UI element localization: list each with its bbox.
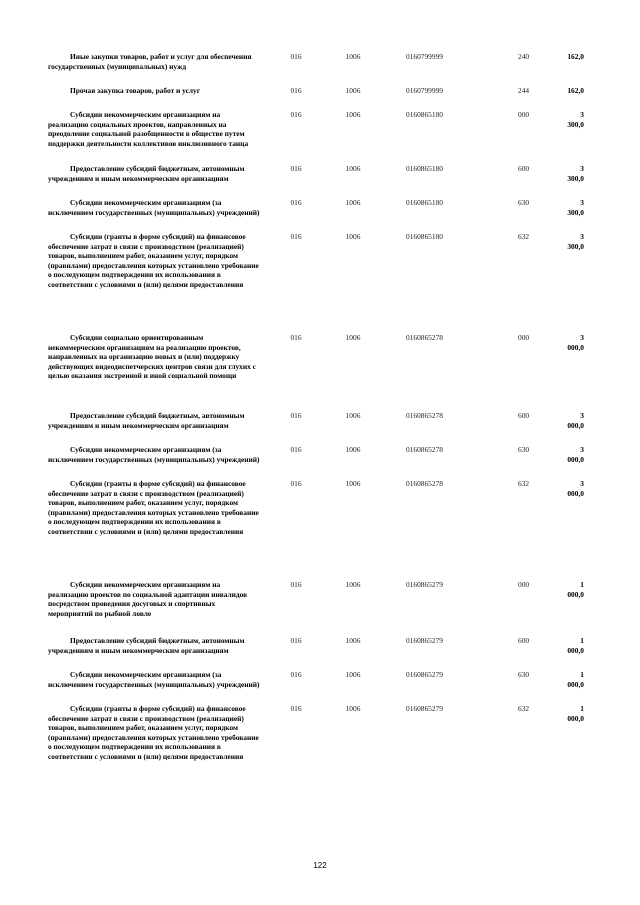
table-row — [48, 670, 584, 704]
row-name: Предоставление субсидий бюджетным, автономным учреждениям и иным некоммерческим организациям — [48, 636, 245, 655]
row-section-code: 1006 — [345, 445, 361, 454]
row-section-code: 1006 — [345, 52, 361, 61]
row-ministry-code: 016 — [290, 636, 302, 645]
row-section-code: 1006 — [345, 670, 361, 679]
row-name: Субсидии (гранты в форме субсидий) на финансовое обеспечение затрат в связи с производством (реализацией) товаров, выполнением работ, оказанием услуг, порядком (правилами) предоставления которых установлено требование о последующем подтверждении их использования в соответствии с условиями и (или) целями предоставления — [48, 479, 259, 536]
row-section-code: 1006 — [345, 110, 361, 119]
table-row — [48, 479, 584, 580]
row-name: Субсидии (гранты в форме субсидий) на финансовое обеспечение затрат в связи с производством (реализацией) товаров, выполнением работ, оказанием услуг, порядком (правилами) предоставления которых установлено требование о последующем подтверждении их использования в соответствии с условиями и (или) целями предоставления — [48, 232, 259, 289]
row-target-code: 0160865278 — [406, 411, 443, 420]
row-name: Субсидии некоммерческим организациям на реализацию социальных проектов, направленных на преодоление социальной разобщенности в обществе путем поддержки деятельности коллективов инклюзивного танца — [48, 110, 249, 148]
row-section-code: 1006 — [345, 198, 361, 207]
row-section-code: 1006 — [345, 333, 361, 342]
row-amount: 3 300,0 — [567, 110, 584, 129]
table-row — [48, 86, 584, 110]
row-ministry-code: 016 — [290, 445, 302, 454]
row-amount: 3 000,0 — [567, 411, 584, 430]
row-name: Субсидии некоммерческим организациям на реализацию проектов по социальной адаптации инвалидов посредством проведения досуговых и спортивных мероприятий по рыбной ловле — [48, 580, 248, 618]
row-ministry-code: 016 — [290, 86, 302, 95]
row-amount: 3 000,0 — [567, 479, 584, 498]
row-amount: 3 000,0 — [567, 333, 584, 352]
row-name: Предоставление субсидий бюджетным, автономным учреждениям и иным некоммерческим организациям — [48, 411, 245, 430]
row-section-code: 1006 — [345, 411, 361, 420]
row-section-code: 1006 — [345, 580, 361, 589]
row-expense-kind: 000 — [518, 580, 530, 589]
row-name: Субсидии (гранты в форме субсидий) на финансовое обеспечение затрат в связи с производством (реализацией) товаров, выполнением работ, оказанием услуг, порядком (правилами) предоставления которых установлено требование о последующем подтверждении их использования в соответствии с условиями и (или) целями предоставления — [48, 704, 259, 761]
row-target-code: 0160865279 — [406, 670, 443, 679]
row-ministry-code: 016 — [290, 411, 302, 420]
row-target-code: 0160865279 — [406, 704, 443, 713]
row-name: Прочая закупка товаров, работ и услуг — [70, 86, 201, 95]
table-row — [48, 198, 584, 232]
row-expense-kind: 000 — [518, 333, 530, 342]
row-ministry-code: 016 — [290, 704, 302, 713]
row-expense-kind: 630 — [518, 445, 530, 454]
table-row — [48, 580, 584, 636]
row-expense-kind: 600 — [518, 411, 530, 420]
row-name: Субсидии социально ориентированным некоммерческим организациям на реализацию проектов, направленных на организацию новых и (или) поддержку действующих видеодиспетчерских центров связи для глухих с целью оказания экстренной и иной социальной помощи — [48, 333, 256, 381]
row-target-code: 0160865180 — [406, 198, 443, 207]
row-target-code: 0160865180 — [406, 110, 443, 119]
row-name: Предоставление субсидий бюджетным, автономным учреждениям и иным некоммерческим организациям — [48, 164, 245, 183]
row-target-code: 0160865180 — [406, 232, 443, 241]
row-name: Субсидии некоммерческим организациям (за исключением государственных (муниципальных) учреждений) — [48, 670, 260, 689]
row-expense-kind: 600 — [518, 164, 530, 173]
table-row — [48, 333, 584, 411]
row-section-code: 1006 — [345, 86, 361, 95]
row-expense-kind: 632 — [518, 232, 530, 241]
row-expense-kind: 240 — [518, 52, 530, 61]
row-amount: 1 000,0 — [567, 636, 584, 655]
row-section-code: 1006 — [345, 479, 361, 488]
row-expense-kind: 630 — [518, 198, 530, 207]
row-amount: 1 000,0 — [567, 670, 584, 689]
table-row — [48, 636, 584, 670]
row-amount: 3 300,0 — [567, 232, 584, 251]
row-section-code: 1006 — [345, 232, 361, 241]
row-ministry-code: 016 — [290, 110, 302, 119]
table-row — [48, 232, 584, 333]
row-expense-kind: 630 — [518, 670, 530, 679]
page-number: 122 — [313, 861, 327, 870]
row-target-code: 0160865180 — [406, 164, 443, 173]
row-amount: 162,0 — [567, 52, 584, 61]
row-ministry-code: 016 — [290, 333, 302, 342]
row-expense-kind: 244 — [518, 86, 530, 95]
table-row — [48, 445, 584, 479]
row-expense-kind: 600 — [518, 636, 530, 645]
row-section-code: 1006 — [345, 704, 361, 713]
row-target-code: 0160865278 — [406, 445, 443, 454]
row-ministry-code: 016 — [290, 479, 302, 488]
row-expense-kind: 632 — [518, 704, 530, 713]
row-name: Субсидии некоммерческим организациям (за исключением государственных (муниципальных) учреждений) — [48, 445, 260, 464]
row-ministry-code: 016 — [290, 580, 302, 589]
row-ministry-code: 016 — [290, 52, 302, 61]
row-ministry-code: 016 — [290, 670, 302, 679]
row-amount: 1 000,0 — [567, 580, 584, 599]
row-amount: 162,0 — [567, 86, 584, 95]
row-target-code: 0160865279 — [406, 580, 443, 589]
row-amount: 3 300,0 — [567, 164, 584, 183]
row-section-code: 1006 — [345, 164, 361, 173]
row-ministry-code: 016 — [290, 198, 302, 207]
row-name: Иные закупки товаров, работ и услуг для обеспечения государственных (муниципальных) нужд — [48, 52, 252, 71]
row-name: Субсидии некоммерческим организациям (за исключением государственных (муниципальных) учреждений) — [48, 198, 260, 217]
row-expense-kind: 632 — [518, 479, 530, 488]
row-amount: 3 300,0 — [567, 198, 584, 217]
row-ministry-code: 016 — [290, 232, 302, 241]
table-row — [48, 164, 584, 198]
row-target-code: 0160865278 — [406, 333, 443, 342]
row-target-code: 0160799999 — [406, 86, 443, 95]
table-row — [48, 52, 584, 86]
row-expense-kind: 000 — [518, 110, 530, 119]
row-target-code: 0160799999 — [406, 52, 443, 61]
row-ministry-code: 016 — [290, 164, 302, 173]
table-row — [48, 704, 584, 794]
table-row — [48, 110, 584, 164]
row-amount: 1 000,0 — [567, 704, 584, 723]
row-target-code: 0160865279 — [406, 636, 443, 645]
row-target-code: 0160865278 — [406, 479, 443, 488]
budget-table — [48, 52, 584, 794]
table-row — [48, 411, 584, 445]
row-section-code: 1006 — [345, 636, 361, 645]
row-amount: 3 000,0 — [567, 445, 584, 464]
